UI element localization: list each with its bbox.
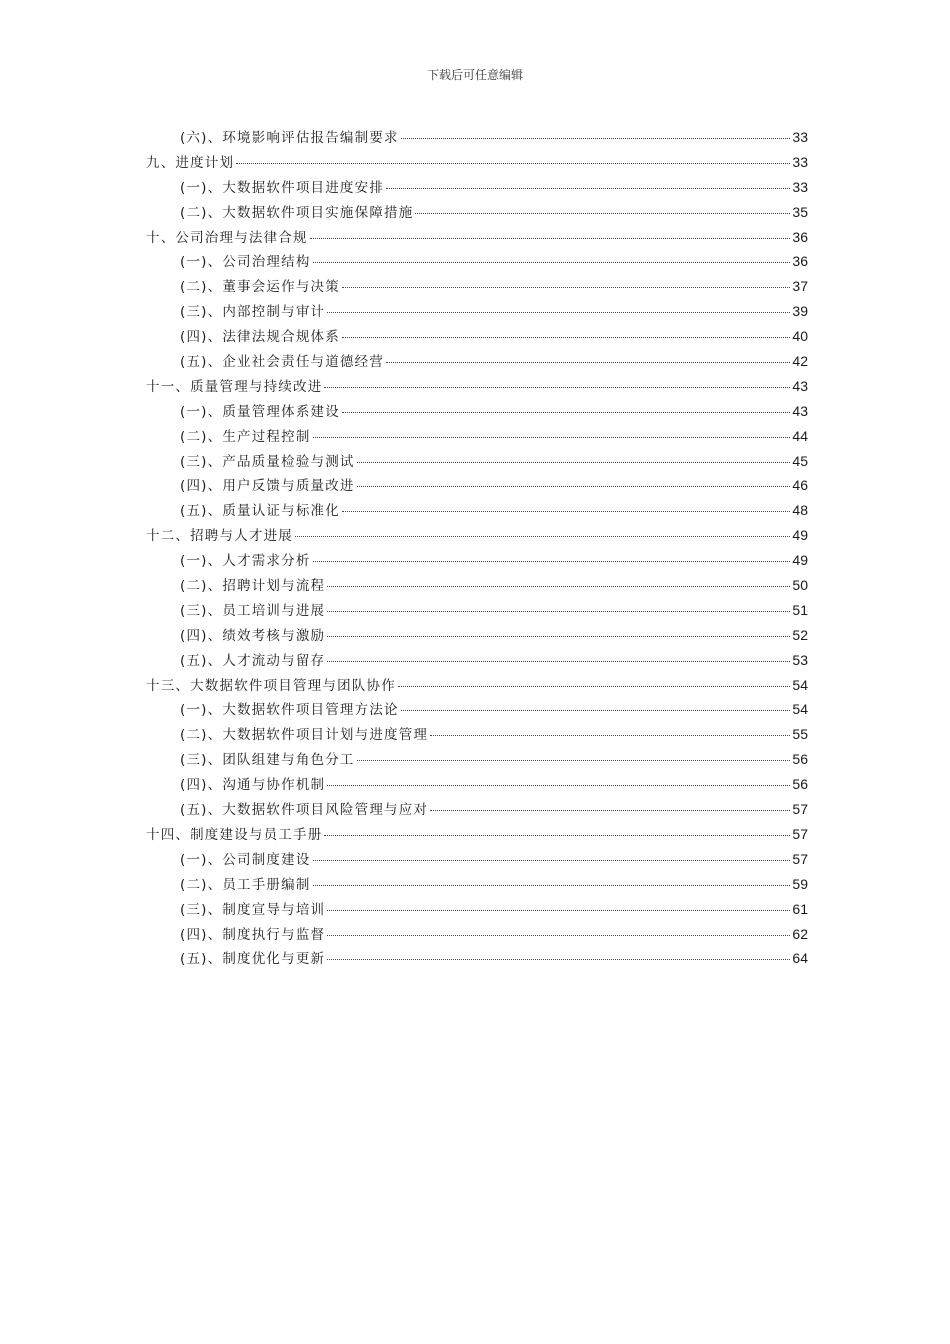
toc-dot-leader <box>357 462 791 463</box>
toc-page-number: 49 <box>792 552 808 569</box>
toc-entry-label: (二)、大数据软件项目实施保障措施 <box>180 204 414 221</box>
toc-entry-label: 九、进度计划 <box>146 154 235 171</box>
toc-page-number: 56 <box>792 776 808 793</box>
toc-page-number: 55 <box>792 726 808 743</box>
toc-section-entry[interactable] <box>146 450 808 475</box>
toc-entry-label: (五)、质量认证与标准化 <box>180 503 340 520</box>
toc-page-number: 61 <box>792 900 808 917</box>
toc-dot-leader <box>313 561 791 562</box>
toc-chapter-entry[interactable] <box>146 375 808 400</box>
toc-page-number: 42 <box>792 353 808 370</box>
toc-page-number: 57 <box>792 825 808 842</box>
toc-page-number: 49 <box>792 527 808 544</box>
toc-entry-label: (一)、质量管理体系建设 <box>180 403 340 420</box>
toc-dot-leader <box>295 536 790 537</box>
toc-dot-leader <box>401 710 791 711</box>
toc-page-number: 45 <box>792 452 808 469</box>
toc-section-entry[interactable] <box>146 574 808 599</box>
toc-entry-label: (二)、招聘计划与流程 <box>180 578 326 595</box>
toc-dot-leader <box>342 511 790 512</box>
toc-page-number: 46 <box>792 477 808 494</box>
toc-dot-leader <box>327 312 790 313</box>
toc-entry-label: (五)、人才流动与留存 <box>180 652 326 669</box>
toc-page-number: 57 <box>792 801 808 818</box>
toc-dot-leader <box>310 238 791 239</box>
toc-page-number: 57 <box>792 850 808 867</box>
toc-section-entry[interactable] <box>146 723 808 748</box>
toc-page-number: 33 <box>792 178 808 195</box>
toc-dot-leader <box>357 486 791 487</box>
toc-dot-leader <box>398 686 791 687</box>
toc-page-number: 53 <box>792 651 808 668</box>
toc-dot-leader <box>327 611 790 612</box>
toc-page-number: 35 <box>792 203 808 220</box>
toc-entry-label: (二)、员工手册编制 <box>180 876 311 893</box>
toc-page-number: 56 <box>792 751 808 768</box>
toc-dot-leader <box>342 287 790 288</box>
toc-page-number: 36 <box>792 228 808 245</box>
toc-entry-label: (二)、董事会运作与决策 <box>180 279 340 296</box>
toc-entry-label: (三)、制度宣导与培训 <box>180 901 326 918</box>
toc-dot-leader <box>430 810 790 811</box>
toc-section-entry[interactable] <box>146 947 808 972</box>
toc-entry-label: (四)、绩效考核与激励 <box>180 627 326 644</box>
toc-section-entry[interactable] <box>146 126 808 151</box>
toc-section-entry[interactable] <box>146 549 808 574</box>
toc-section-entry[interactable] <box>146 873 808 898</box>
toc-dot-leader <box>236 163 790 164</box>
toc-chapter-entry[interactable] <box>146 226 808 251</box>
table-of-contents <box>146 126 808 972</box>
toc-section-entry[interactable] <box>146 474 808 499</box>
toc-section-entry[interactable] <box>146 923 808 948</box>
toc-dot-leader <box>327 636 790 637</box>
toc-page-number: 33 <box>792 153 808 170</box>
toc-entry-label: (四)、法律法规合规体系 <box>180 329 340 346</box>
toc-page-number: 37 <box>792 278 808 295</box>
toc-dot-leader <box>342 337 790 338</box>
toc-entry-label: (一)、公司治理结构 <box>180 254 311 271</box>
toc-section-entry[interactable] <box>146 300 808 325</box>
toc-section-entry[interactable] <box>146 898 808 923</box>
toc-dot-leader <box>313 437 791 438</box>
toc-section-entry[interactable] <box>146 748 808 773</box>
toc-section-entry[interactable] <box>146 201 808 226</box>
toc-entry-label: (三)、员工培训与进展 <box>180 602 326 619</box>
toc-dot-leader <box>327 959 790 960</box>
toc-dot-leader <box>313 262 791 263</box>
toc-page-number: 33 <box>792 129 808 145</box>
toc-page-number: 44 <box>792 427 808 444</box>
toc-entry-label: (一)、大数据软件项目管理方法论 <box>180 702 399 719</box>
toc-dot-leader <box>327 785 790 786</box>
toc-section-entry[interactable] <box>146 275 808 300</box>
toc-page-number: 59 <box>792 875 808 892</box>
toc-chapter-entry[interactable] <box>146 674 808 699</box>
toc-section-entry[interactable] <box>146 649 808 674</box>
toc-section-entry[interactable] <box>146 499 808 524</box>
toc-entry-label: (四)、用户反馈与质量改进 <box>180 478 355 495</box>
toc-dot-leader <box>324 835 790 836</box>
toc-page-number: 52 <box>792 626 808 643</box>
toc-chapter-entry[interactable] <box>146 524 808 549</box>
toc-section-entry[interactable] <box>146 325 808 350</box>
toc-entry-label: 十一、质量管理与持续改进 <box>146 378 323 395</box>
toc-entry-label: (五)、制度优化与更新 <box>180 951 326 968</box>
toc-dot-leader <box>324 387 790 388</box>
toc-dot-leader <box>357 760 791 761</box>
toc-section-entry[interactable] <box>146 350 808 375</box>
toc-entry-label: (四)、制度执行与监督 <box>180 926 326 943</box>
toc-dot-leader <box>313 885 791 886</box>
toc-entry-label: (六)、环境影响评估报告编制要求 <box>180 130 399 146</box>
toc-dot-leader <box>327 935 790 936</box>
toc-dot-leader <box>342 412 790 413</box>
toc-section-entry[interactable] <box>146 848 808 873</box>
toc-chapter-entry[interactable] <box>146 823 808 848</box>
toc-page-number: 54 <box>792 701 808 718</box>
toc-entry-label: (一)、大数据软件项目进度安排 <box>180 179 385 196</box>
toc-section-entry[interactable] <box>146 425 808 450</box>
toc-page-number: 64 <box>792 950 808 967</box>
toc-dot-leader <box>401 138 791 139</box>
toc-entry-label: (一)、公司制度建设 <box>180 851 311 868</box>
toc-section-entry[interactable] <box>146 798 808 823</box>
toc-entry-label: (二)、大数据软件项目计划与进度管理 <box>180 727 429 744</box>
toc-dot-leader <box>327 910 790 911</box>
toc-section-entry[interactable] <box>146 250 808 275</box>
toc-entry-label: (三)、产品质量检验与测试 <box>180 453 355 470</box>
toc-entry-label: (三)、团队组建与角色分工 <box>180 752 355 769</box>
toc-entry-label: (五)、企业社会责任与道德经营 <box>180 354 385 371</box>
toc-entry-label: 十二、招聘与人才进展 <box>146 528 293 545</box>
toc-entry-label: (二)、生产过程控制 <box>180 428 311 445</box>
toc-entry-label: (五)、大数据软件项目风险管理与应对 <box>180 802 429 819</box>
toc-section-entry[interactable] <box>146 624 808 649</box>
toc-section-entry[interactable] <box>146 773 808 798</box>
toc-entry-label: 十四、制度建设与员工手册 <box>146 826 323 843</box>
toc-section-entry[interactable] <box>146 599 808 624</box>
toc-entry-label: 十、公司治理与法律合规 <box>146 229 308 246</box>
toc-entry-label: 十三、大数据软件项目管理与团队协作 <box>146 677 396 694</box>
toc-section-entry[interactable] <box>146 176 808 201</box>
toc-dot-leader <box>313 860 791 861</box>
toc-page-number: 48 <box>792 502 808 519</box>
toc-entry-label: (一)、人才需求分析 <box>180 553 311 570</box>
toc-entry-label: (三)、内部控制与审计 <box>180 304 326 321</box>
toc-page-number: 62 <box>792 925 808 942</box>
toc-dot-leader <box>386 362 790 363</box>
toc-dot-leader <box>327 661 790 662</box>
toc-page-number: 40 <box>792 328 808 345</box>
toc-chapter-entry[interactable] <box>146 151 808 176</box>
toc-page-number: 50 <box>792 577 808 594</box>
toc-page-number: 54 <box>792 676 808 693</box>
page-header: 下载后可任意编辑 <box>426 68 523 82</box>
toc-section-entry[interactable] <box>146 698 808 723</box>
toc-page-number: 43 <box>792 402 808 419</box>
toc-dot-leader <box>327 586 790 587</box>
toc-dot-leader <box>415 213 790 214</box>
toc-page-number: 43 <box>792 377 808 394</box>
toc-entry-label: (四)、沟通与协作机制 <box>180 777 326 794</box>
toc-dot-leader <box>430 735 790 736</box>
toc-page-number: 39 <box>792 303 808 320</box>
toc-page-number: 36 <box>792 253 808 270</box>
toc-dot-leader <box>386 188 790 189</box>
toc-page-number: 51 <box>792 601 808 618</box>
toc-section-entry[interactable] <box>146 400 808 425</box>
